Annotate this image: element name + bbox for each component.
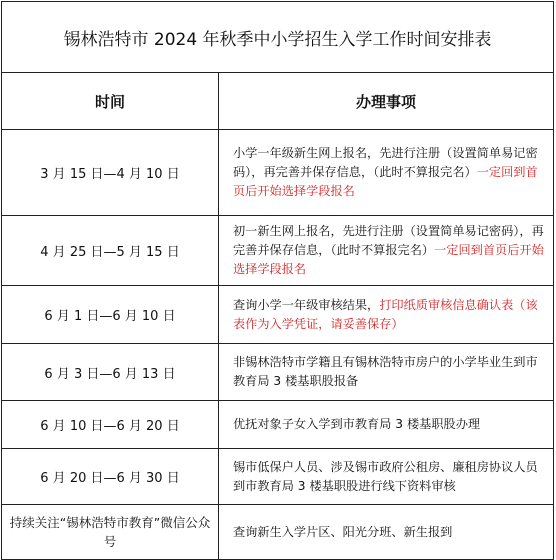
- row-time: 持续关注“锡林浩特市教育”微信公众号: [2, 505, 219, 560]
- table-row: [2, 449, 554, 505]
- row-matter: [219, 505, 554, 560]
- table-row: [2, 130, 554, 216]
- row-matter-highlight: 一定回到首页后开始选择学段报名: [233, 243, 544, 276]
- row-matter-highlight: 一定回到首页后开始选择学段报名: [233, 165, 538, 198]
- table-row: [2, 505, 554, 560]
- row-matter-text: 查询新生入学片区、阳光分班、新生报到: [233, 524, 453, 539]
- row-matter-text: 锡市低保户人员、涉及锡市政府公租房、廉租房协议人员到市教育局 3 楼基职股进行线下资料审核: [233, 459, 538, 493]
- row-matter: [219, 449, 554, 505]
- table-row: [2, 344, 554, 401]
- row-time: 6 月 20 日—6 月 30 日: [2, 449, 219, 505]
- header-matters: 办理事项: [219, 73, 554, 130]
- table-title: 锡林浩特市 2024 年秋季中小学招生入学工作时间安排表: [2, 2, 554, 73]
- row-matter-text: 非锡林浩特市学籍且有锡林浩特市房户的小学毕业生到市教育局 3 楼基职股报备: [233, 355, 538, 388]
- table-row: [2, 401, 554, 449]
- row-time: 6 月 1 日—6 月 10 日: [2, 286, 219, 344]
- row-matter: [219, 286, 554, 344]
- row-matter: [219, 130, 554, 216]
- row-matter-text: 初一新生网上报名，先进行注册（设置简单易记密码），再完善并保存信息，（此时不算报完名）: [233, 224, 544, 257]
- table-row: [2, 216, 554, 286]
- row-matter-text: 查询小学一年级审核结果，: [233, 297, 380, 312]
- row-matter-text: 优抚对象子女入学到市教育局 3 楼基职股办理: [233, 417, 481, 431]
- row-matter: [219, 216, 554, 286]
- row-matter-text: 小学一年级新生网上报名，先进行注册（设置简单易记密码），再完善并保存信息，（此时不算报完名）: [233, 146, 538, 179]
- row-time: 4 月 25 日—5 月 15 日: [2, 216, 219, 286]
- table-row: [2, 286, 554, 344]
- row-matter-highlight: 打印纸质审核信息确认表（该表作为入学凭证，请妥善保存）: [233, 297, 538, 331]
- row-matter: [219, 344, 554, 401]
- header-time: 时间: [2, 73, 219, 130]
- row-time: 6 月 3 日—6 月 13 日: [2, 344, 219, 401]
- row-matter: [219, 401, 554, 449]
- schedule-table: [1, 1, 554, 560]
- row-time: 3 月 15 日—4 月 10 日: [2, 130, 219, 216]
- row-time: 6 月 10 日—6 月 20 日: [2, 401, 219, 449]
